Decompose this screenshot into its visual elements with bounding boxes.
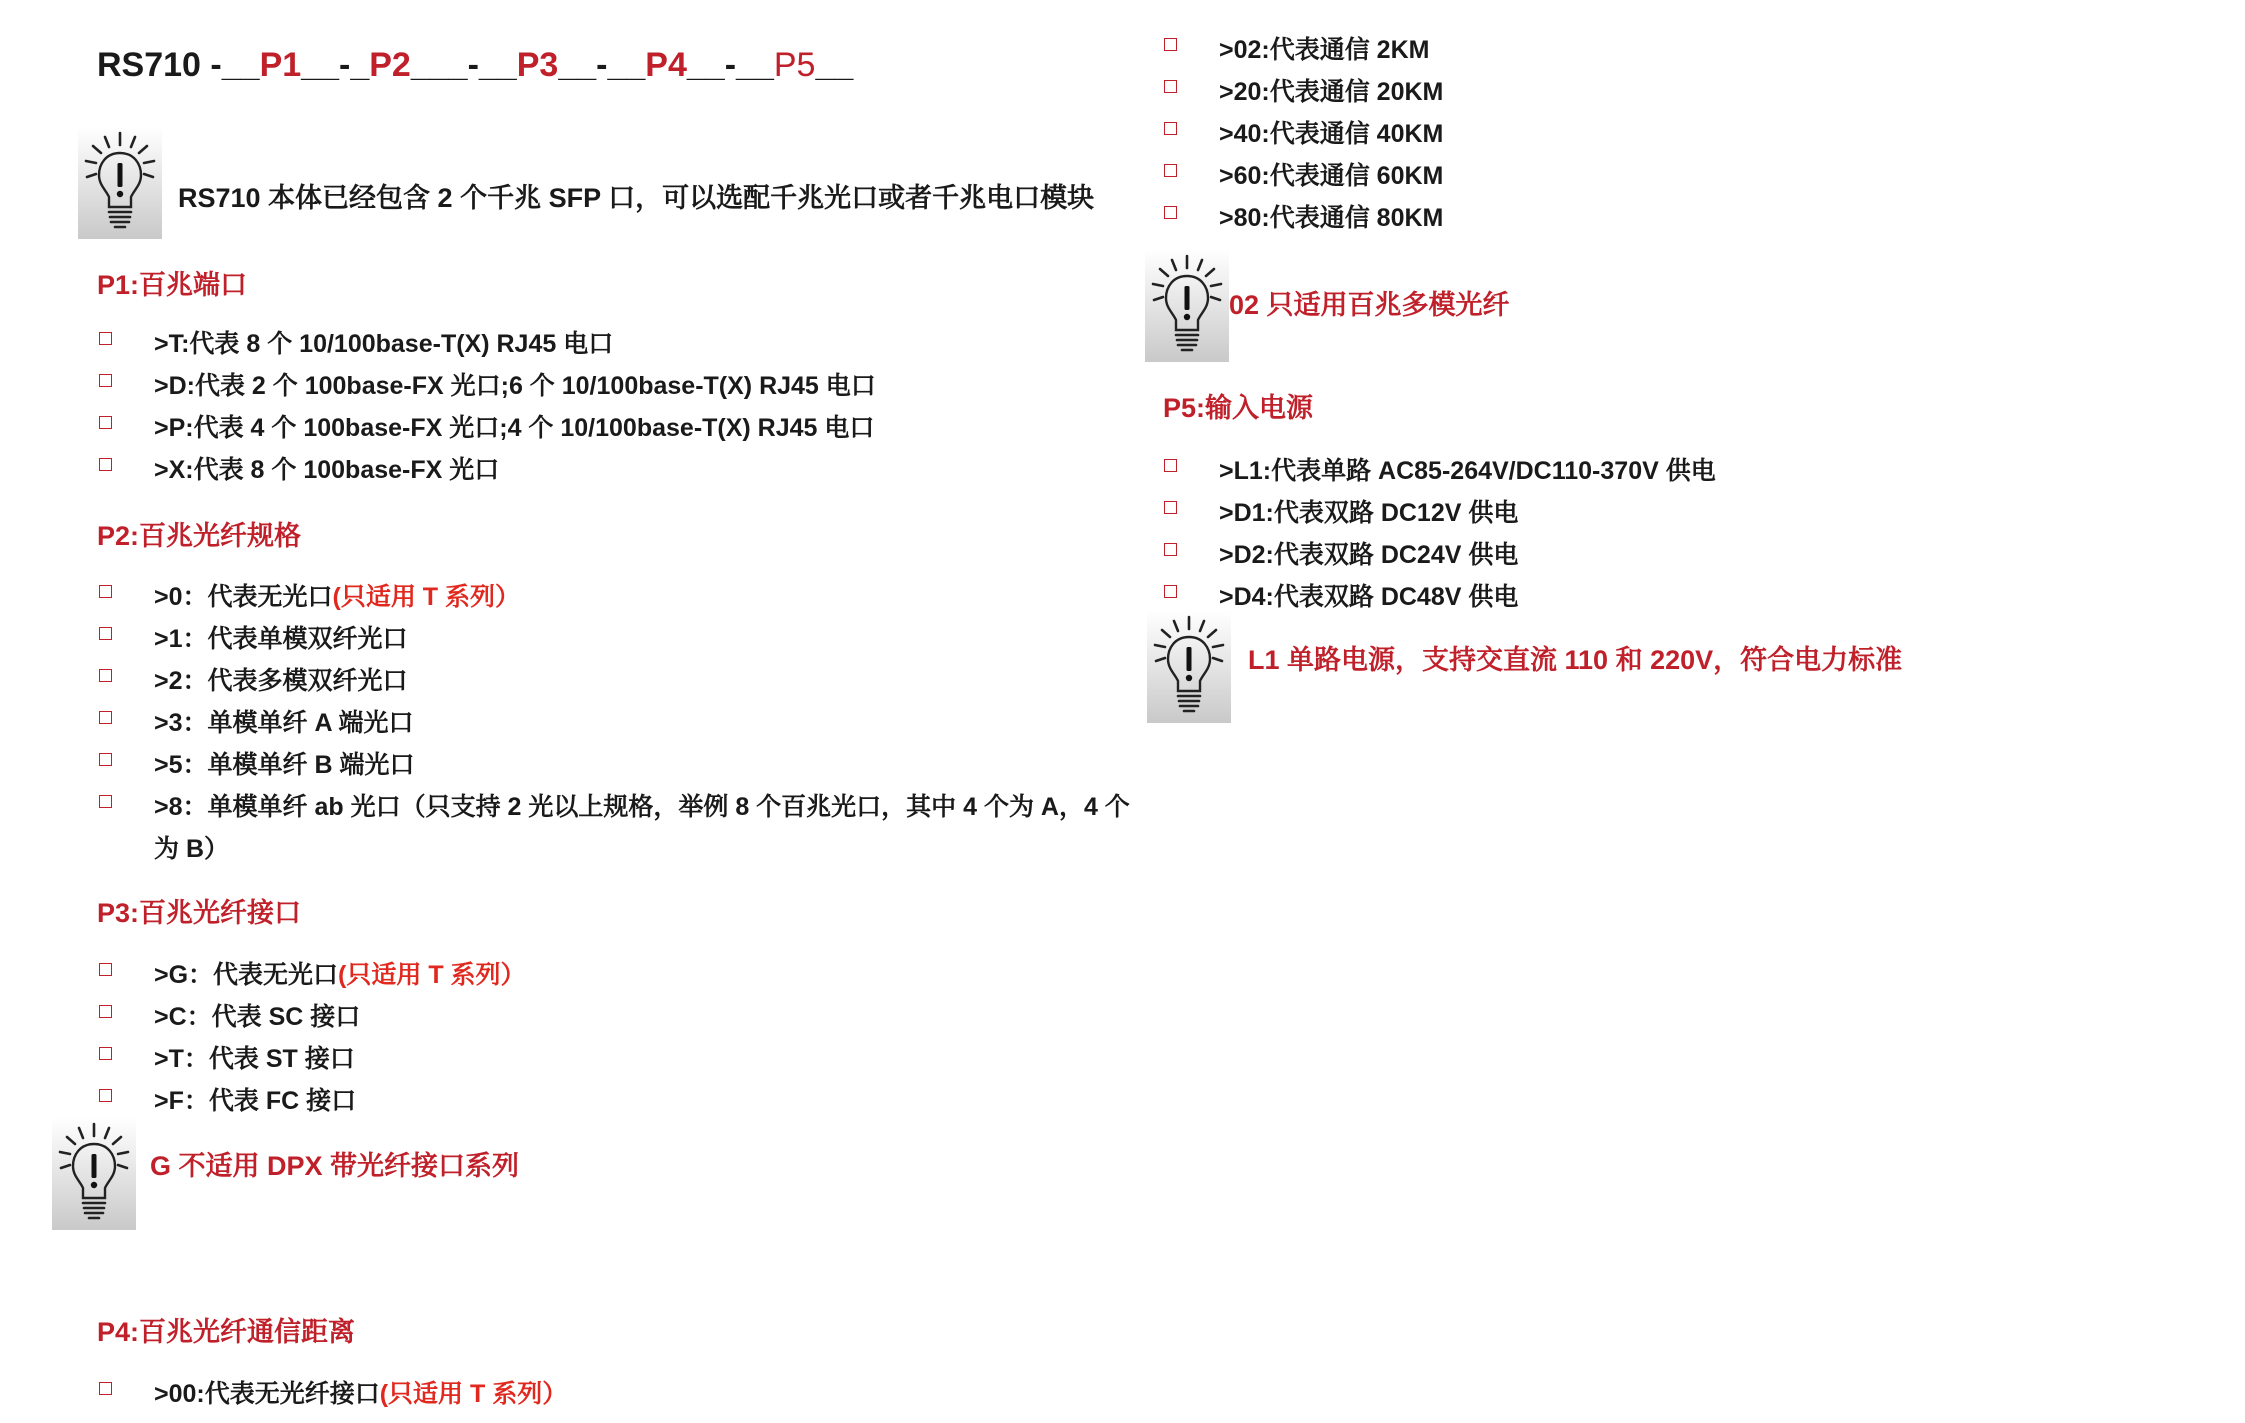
p1-heading: P1:百兆端口 xyxy=(97,270,248,300)
empty-checkbox-icon xyxy=(99,1089,112,1102)
list-item-label: >C：代表 SC 接口 xyxy=(154,1003,361,1031)
list-item-label: >60:代表通信 60KM xyxy=(1219,162,1444,190)
list-item-label: >L1:代表单路 AC85-264V/DC110-370V 供电 xyxy=(1219,457,1716,485)
empty-checkbox-icon xyxy=(99,1005,112,1018)
title-separator: - xyxy=(596,46,608,84)
list-item-label: >D2:代表双路 DC24V 供电 xyxy=(1219,541,1519,569)
list-item-label: >5：单模单纤 B 端光口 xyxy=(154,751,415,779)
empty-checkbox-icon xyxy=(99,1382,112,1395)
list-item-label: >2：代表多模双纤光口 xyxy=(154,667,408,695)
title-blank: __ xyxy=(301,46,339,84)
intro-note: RS710 本体已经包含 2 个千兆 SFP 口，可以选配千兆光口或者千兆电口模块 xyxy=(178,183,1095,213)
list-item-label: >1：代表单模双纤光口 xyxy=(154,625,408,653)
list-item-label: >8：单模单纤 ab 光口（只支持 2 光以上规格，举例 8 个百兆光口，其中 4 个为 A，4 个 xyxy=(154,793,1130,821)
list-item-note: (只适用 T 系列） xyxy=(332,583,521,611)
list-item-label: >40:代表通信 40KM xyxy=(1219,120,1444,148)
empty-checkbox-icon xyxy=(1164,585,1177,598)
list-item-label: >0：代表无光口 xyxy=(154,583,333,611)
title-prefix: RS710 - xyxy=(97,46,222,84)
empty-checkbox-icon xyxy=(99,458,112,471)
title-p5: P5 xyxy=(773,46,816,84)
list-item-label: >80:代表通信 80KM xyxy=(1219,204,1444,232)
empty-checkbox-icon xyxy=(99,963,112,976)
title-separator: - xyxy=(724,46,737,84)
list-item-label: >T：代表 ST 接口 xyxy=(154,1045,355,1073)
p5-note: L1 单路电源，支持交直流 110 和 220V，符合电力标准 xyxy=(1248,645,1903,675)
title-blank: __ xyxy=(607,46,646,84)
p3-heading: P3:百兆光纤接口 xyxy=(97,898,302,928)
empty-checkbox-icon xyxy=(1164,459,1177,472)
list-item-label: >D:代表 2 个 100base-FX 光口;6 个 10/100base-T(X) RJ45 电口 xyxy=(154,372,876,400)
p2-heading: P2:百兆光纤规格 xyxy=(97,521,302,551)
g-note: G 不适用 DPX 带光纤接口系列 xyxy=(150,1151,520,1181)
list-item-label: >20:代表通信 20KM xyxy=(1219,78,1444,106)
empty-checkbox-icon xyxy=(1164,38,1177,51)
empty-checkbox-icon xyxy=(99,627,112,640)
title-blank: _ xyxy=(350,46,370,84)
title-blank: __ xyxy=(686,46,725,84)
title-p1: P1 xyxy=(259,46,302,84)
empty-checkbox-icon xyxy=(99,585,112,598)
empty-checkbox-icon xyxy=(99,332,112,345)
list-item-label: >P:代表 4 个 100base-FX 光口;4 个 10/100base-T(X) RJ45 电口 xyxy=(154,414,875,442)
empty-checkbox-icon xyxy=(99,669,112,682)
empty-checkbox-icon xyxy=(1164,122,1177,135)
product-code-title xyxy=(97,46,853,85)
lightbulb-exclamation-icon xyxy=(1147,611,1231,723)
list-item-label: >G：代表无光口 xyxy=(154,961,339,989)
title-p2: P2 xyxy=(369,46,411,84)
empty-checkbox-icon xyxy=(1164,501,1177,514)
p4-note: 02 只适用百兆多模光纤 xyxy=(1229,290,1510,320)
p4-heading: P4:百兆光纤通信距离 xyxy=(97,1317,356,1347)
list-item-label: >3：单模单纤 A 端光口 xyxy=(154,709,414,737)
title-blank: ___ xyxy=(410,46,468,84)
empty-checkbox-icon xyxy=(1164,206,1177,219)
empty-checkbox-icon xyxy=(99,711,112,724)
title-blank: __ xyxy=(478,46,517,84)
empty-checkbox-icon xyxy=(1164,543,1177,556)
empty-checkbox-icon xyxy=(1164,164,1177,177)
lightbulb-exclamation-icon xyxy=(1145,250,1229,362)
list-item-label: >00:代表无光纤接口 xyxy=(154,1380,380,1408)
empty-checkbox-icon xyxy=(99,416,112,429)
list-item-label: >T:代表 8 个 10/100base-T(X) RJ45 电口 xyxy=(154,330,614,358)
list-item-label: >X:代表 8 个 100base-FX 光口 xyxy=(154,456,500,484)
p5-heading: P5:输入电源 xyxy=(1163,393,1314,423)
title-separator: - xyxy=(467,46,479,84)
list-item-note: (只适用 T 系列） xyxy=(338,961,526,989)
empty-checkbox-icon xyxy=(99,753,112,766)
empty-checkbox-icon xyxy=(99,795,112,808)
title-blank: __ xyxy=(558,46,597,84)
lightbulb-exclamation-icon xyxy=(78,127,162,239)
list-item-continuation: 为 B） xyxy=(154,835,230,863)
empty-checkbox-icon xyxy=(99,1047,112,1060)
title-blank: __ xyxy=(221,46,260,84)
title-separator: - xyxy=(338,46,351,84)
lightbulb-exclamation-icon xyxy=(52,1118,136,1230)
title-p3: P3 xyxy=(516,46,559,84)
empty-checkbox-icon xyxy=(1164,80,1177,93)
list-item-label: >D1:代表双路 DC12V 供电 xyxy=(1219,499,1519,527)
empty-checkbox-icon xyxy=(99,374,112,387)
list-item-label: >D4:代表双路 DC48V 供电 xyxy=(1219,583,1519,611)
list-item-label: >02:代表通信 2KM xyxy=(1219,36,1430,64)
list-item-note: (只适用 T 系列） xyxy=(379,1380,568,1408)
title-blank: __ xyxy=(736,46,774,84)
title-p4: P4 xyxy=(645,46,687,84)
title-blank: __ xyxy=(815,46,854,84)
list-item-label: >F：代表 FC 接口 xyxy=(154,1087,357,1115)
